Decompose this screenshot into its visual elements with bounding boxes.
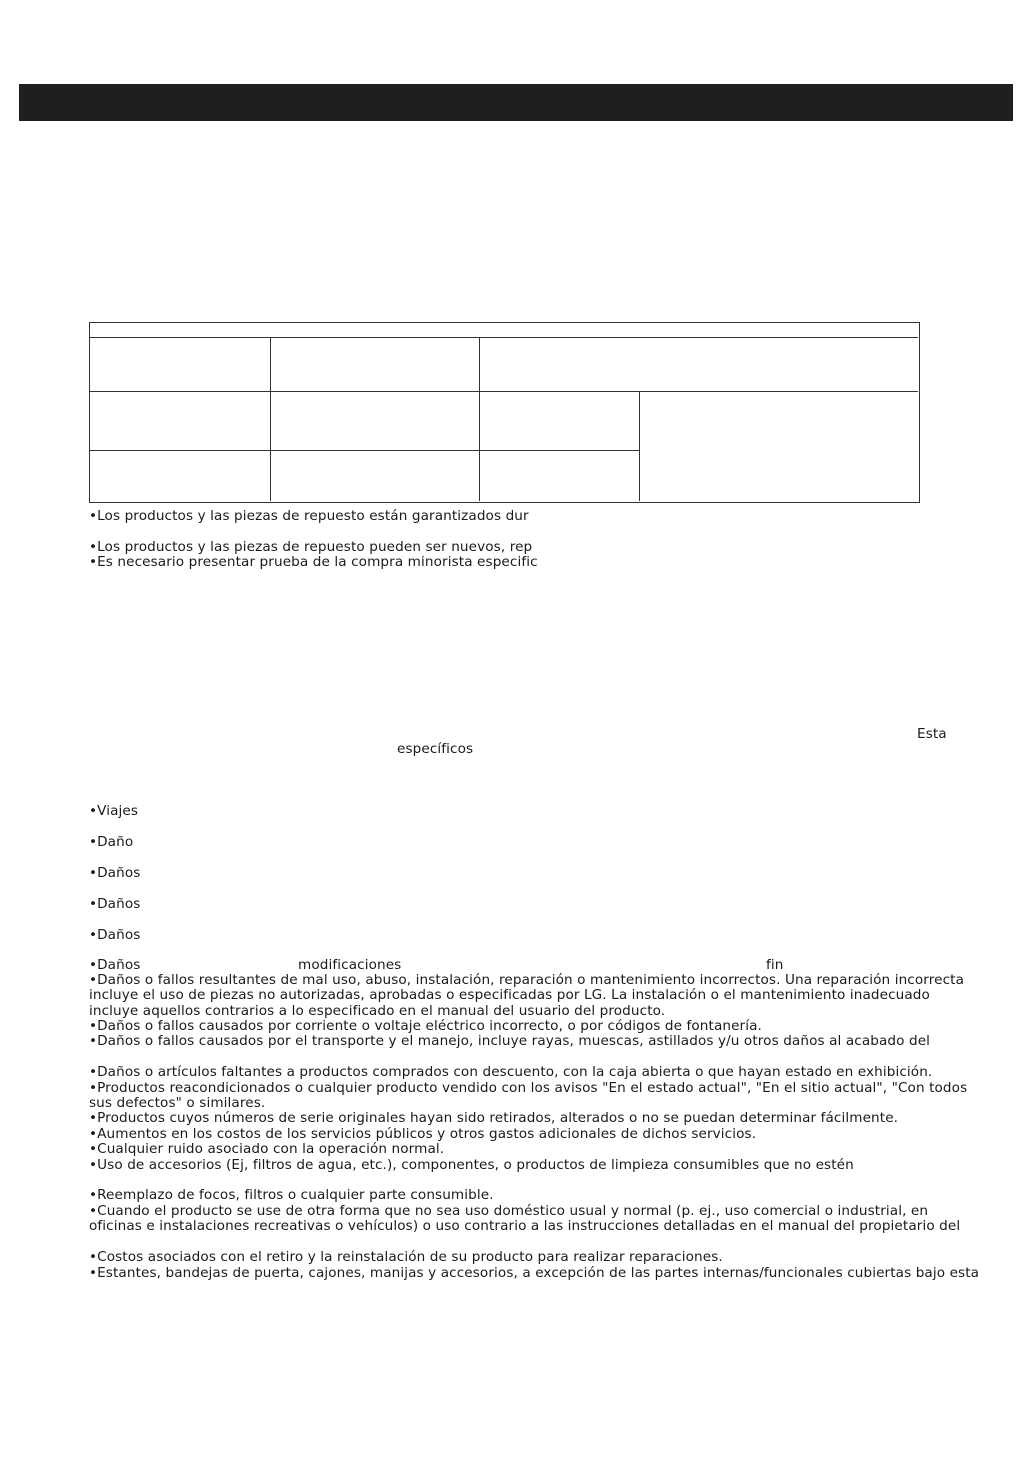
exclusion-item: •Viajes bbox=[89, 803, 139, 819]
text-fragment: Esta bbox=[917, 726, 947, 742]
exclusion-item: •Daño bbox=[89, 834, 134, 850]
table-row-divider bbox=[90, 391, 918, 392]
exclusion-line: oficinas e instalaciones recreativas o vehículos) o uso contrario a las instrucciones detalladas en el manual del propietario del bbox=[89, 1218, 961, 1234]
exclusion-line: •Cualquier ruido asociado con la operación normal. bbox=[89, 1141, 445, 1157]
exclusion-item: •Daños bbox=[89, 957, 141, 973]
exclusion-line: •Daños o fallos resultantes de mal uso, abuso, instalación, reparación o mantenimiento incorrectos. Una reparación incorrecta bbox=[89, 972, 965, 988]
exclusion-item: •Daños bbox=[89, 927, 141, 943]
exclusion-line: •Daños o artículos faltantes a productos comprados con descuento, con la caja abierta o que hayan estado en exhibición. bbox=[89, 1064, 933, 1080]
warranty-table bbox=[89, 322, 920, 503]
header-bar bbox=[19, 84, 1013, 121]
exclusion-line: •Daños o fallos causados por el transporte y el manejo, incluye rayas, muescas, astillados y/u otros daños al acabado del bbox=[89, 1033, 931, 1049]
coverage-bullet: •Los productos y las piezas de repuesto pueden ser nuevos, rep bbox=[89, 539, 533, 555]
exclusion-line: •Reemplazo de focos, filtros o cualquier parte consumible. bbox=[89, 1187, 494, 1203]
coverage-bullet: •Es necesario presentar prueba de la compra minorista especific bbox=[89, 554, 538, 570]
exclusion-line: incluye aquellos contrarios a lo especificado en el manual del usuario del producto. bbox=[89, 1003, 666, 1019]
table-column-divider bbox=[270, 337, 271, 501]
exclusion-line: •Estantes, bandejas de puerta, cajones, manijas y accesorios, a excepción de las partes internas/funcionales cubiertas bajo esta bbox=[89, 1265, 980, 1281]
exclusion-line: •Cuando el producto se use de otra forma que no sea uso doméstico usual y normal (p. ej., uso comercial o industrial, en bbox=[89, 1203, 929, 1219]
exclusion-line: •Costos asociados con el retiro y la reinstalación de su producto para realizar reparaciones. bbox=[89, 1249, 723, 1265]
exclusion-line: •Aumentos en los costos de los servicios públicos y otros gastos adicionales de dichos servicios. bbox=[89, 1126, 757, 1142]
table-row-divider bbox=[90, 450, 639, 451]
text-fragment: fin bbox=[766, 957, 784, 973]
exclusion-line: •Productos cuyos números de serie originales hayan sido retirados, alterados o no se puedan determinar fácilmente. bbox=[89, 1110, 899, 1126]
table-column-divider bbox=[639, 391, 640, 501]
text-fragment: modificaciones bbox=[298, 957, 402, 973]
table-row-divider bbox=[90, 337, 918, 338]
exclusion-item: •Daños bbox=[89, 896, 141, 912]
exclusion-line: incluye el uso de piezas no autorizadas, aprobadas o especificadas por LG. La instalación o el mantenimiento inadecuado bbox=[89, 987, 930, 1003]
table-column-divider bbox=[479, 337, 480, 501]
exclusion-line: sus defectos" o similares. bbox=[89, 1095, 266, 1111]
exclusion-line: •Uso de accesorios (Ej, filtros de agua, etc.), componentes, o productos de limpieza consumibles que no estén bbox=[89, 1157, 854, 1173]
text-fragment: específicos bbox=[397, 741, 474, 757]
exclusion-item: •Daños bbox=[89, 865, 141, 881]
exclusion-line: •Daños o fallos causados por corriente o voltaje eléctrico incorrecto, o por códigos de fontanería. bbox=[89, 1018, 762, 1034]
coverage-bullet: •Los productos y las piezas de repuesto están garantizados dur bbox=[89, 508, 529, 524]
exclusion-line: •Productos reacondicionados o cualquier producto vendido con los avisos "En el estado actual", "En el sitio actual", "Con todos bbox=[89, 1080, 968, 1096]
